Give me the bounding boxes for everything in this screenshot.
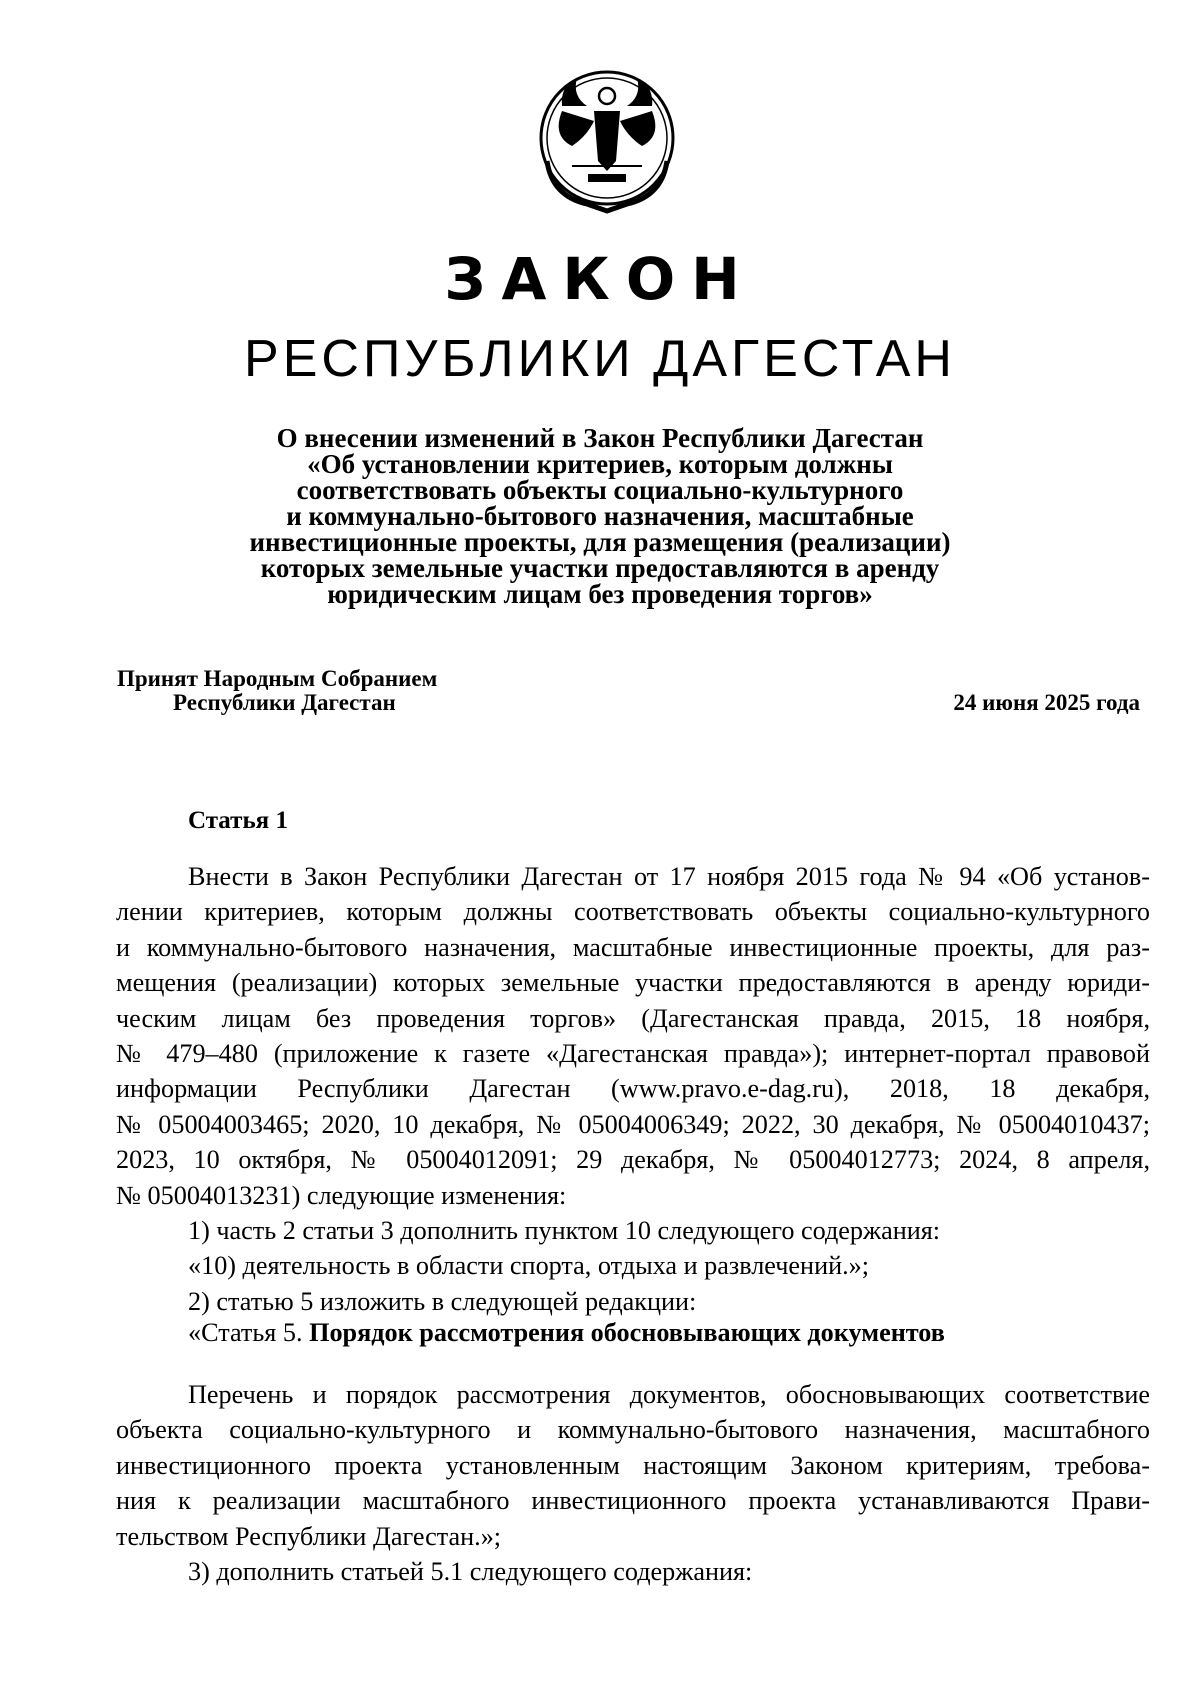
amendment-item-3: 3) дополнить статьей 5.1 следующего содержания: <box>188 1557 753 1587</box>
body-line: тельством Республики Дагестан.»; <box>116 1521 502 1551</box>
body-line: № 479–480 (приложение к газете «Дагестанская правда»); интернет-портал правовой <box>116 1039 1150 1069</box>
body-line: и коммунально-бытового назначения, масштабные инвестиционные проекты, для раз- <box>116 932 1150 962</box>
article-5-prefix: «Статья 5. <box>188 1318 310 1347</box>
heading-line: «Об установлении критериев, которым должны <box>307 449 893 479</box>
heading-line: инвестиционные проекты, для размещения (реализации) <box>249 527 951 557</box>
amendment-item-1-text: «10) деятельность в области спорта, отдыха и развлечений.»; <box>188 1251 870 1281</box>
heading-line: и коммунально-бытового назначения, масштабные <box>286 501 914 531</box>
heading-line: юридическим лицам без проведения торгов» <box>327 579 873 609</box>
document-title: ЗАКОН <box>444 245 756 313</box>
adoption-block <box>117 667 517 715</box>
body-line: инвестиционного проекта установленным настоящим Законом критериям, требова- <box>116 1450 1150 1480</box>
body-line: объекта социально-культурного и коммунально-бытового назначения, масштабного <box>116 1415 1150 1445</box>
coat-of-arms-emblem <box>532 66 682 216</box>
article-5-title: Порядок рассмотрения обосновывающих документов <box>309 1318 945 1347</box>
adoption-line: Принят Народным Собранием <box>117 666 438 691</box>
heading-line: соответствовать объекты социально-культурного <box>296 475 904 505</box>
adoption-date: 24 июня 2025 года <box>953 690 1140 715</box>
adoption-line: Республики Дагестан <box>173 690 396 715</box>
body-line: Перечень и порядок рассмотрения документов, обосновывающих соответствие <box>188 1380 1150 1409</box>
body-line: № 05004013231) следующие изменения: <box>116 1180 567 1210</box>
body-line: ческим лицам без проведения торгов» (Дагестанская правда, 2015, 18 ноября, <box>116 1003 1150 1033</box>
article-1-heading: Статья 1 <box>188 807 288 834</box>
body-line: лении критериев, которым должны соответствовать объекты социально-культурного <box>116 897 1150 927</box>
document-subtitle: РЕСПУБЛИКИ ДАГЕСТАН <box>244 330 956 388</box>
amendment-item-1: 1) часть 2 статьи 3 дополнить пунктом 10 следующего содержания: <box>188 1216 941 1246</box>
heading-line: которых земельные участки предоставляются в аренду <box>260 553 940 583</box>
body-line: ния к реализации масштабного инвестиционного проекта устанавливаются Прави- <box>116 1486 1150 1516</box>
amendment-item-2: 2) статью 5 изложить в следующей редакции: <box>188 1286 697 1316</box>
body-line: мещения (реализации) которых земельные участки предоставляются в аренду юриди- <box>116 968 1150 998</box>
body-line: информации Республики Дагестан (www.pravo.e-dag.ru), 2018, 18 декабря, <box>116 1074 1150 1104</box>
article-5-body <box>116 1377 1150 1589</box>
body-line: № 05004003465; 2020, 10 декабря, № 05004006349; 2022, 30 декабря, № 05004010437; <box>116 1109 1150 1139</box>
body-line: Внести в Закон Республики Дагестан от 17 ноября 2015 года № 94 «Об установ- <box>188 862 1150 891</box>
article-1-body <box>116 859 1150 1319</box>
law-heading <box>180 425 1020 607</box>
heading-line: О внесении изменений в Закон Республики Дагестан <box>276 423 924 453</box>
article-5-heading <box>188 1316 945 1350</box>
body-line: 2023, 10 октября, № 05004012091; 29 декабря, № 05004012773; 2024, 8 апреля, <box>116 1145 1150 1175</box>
